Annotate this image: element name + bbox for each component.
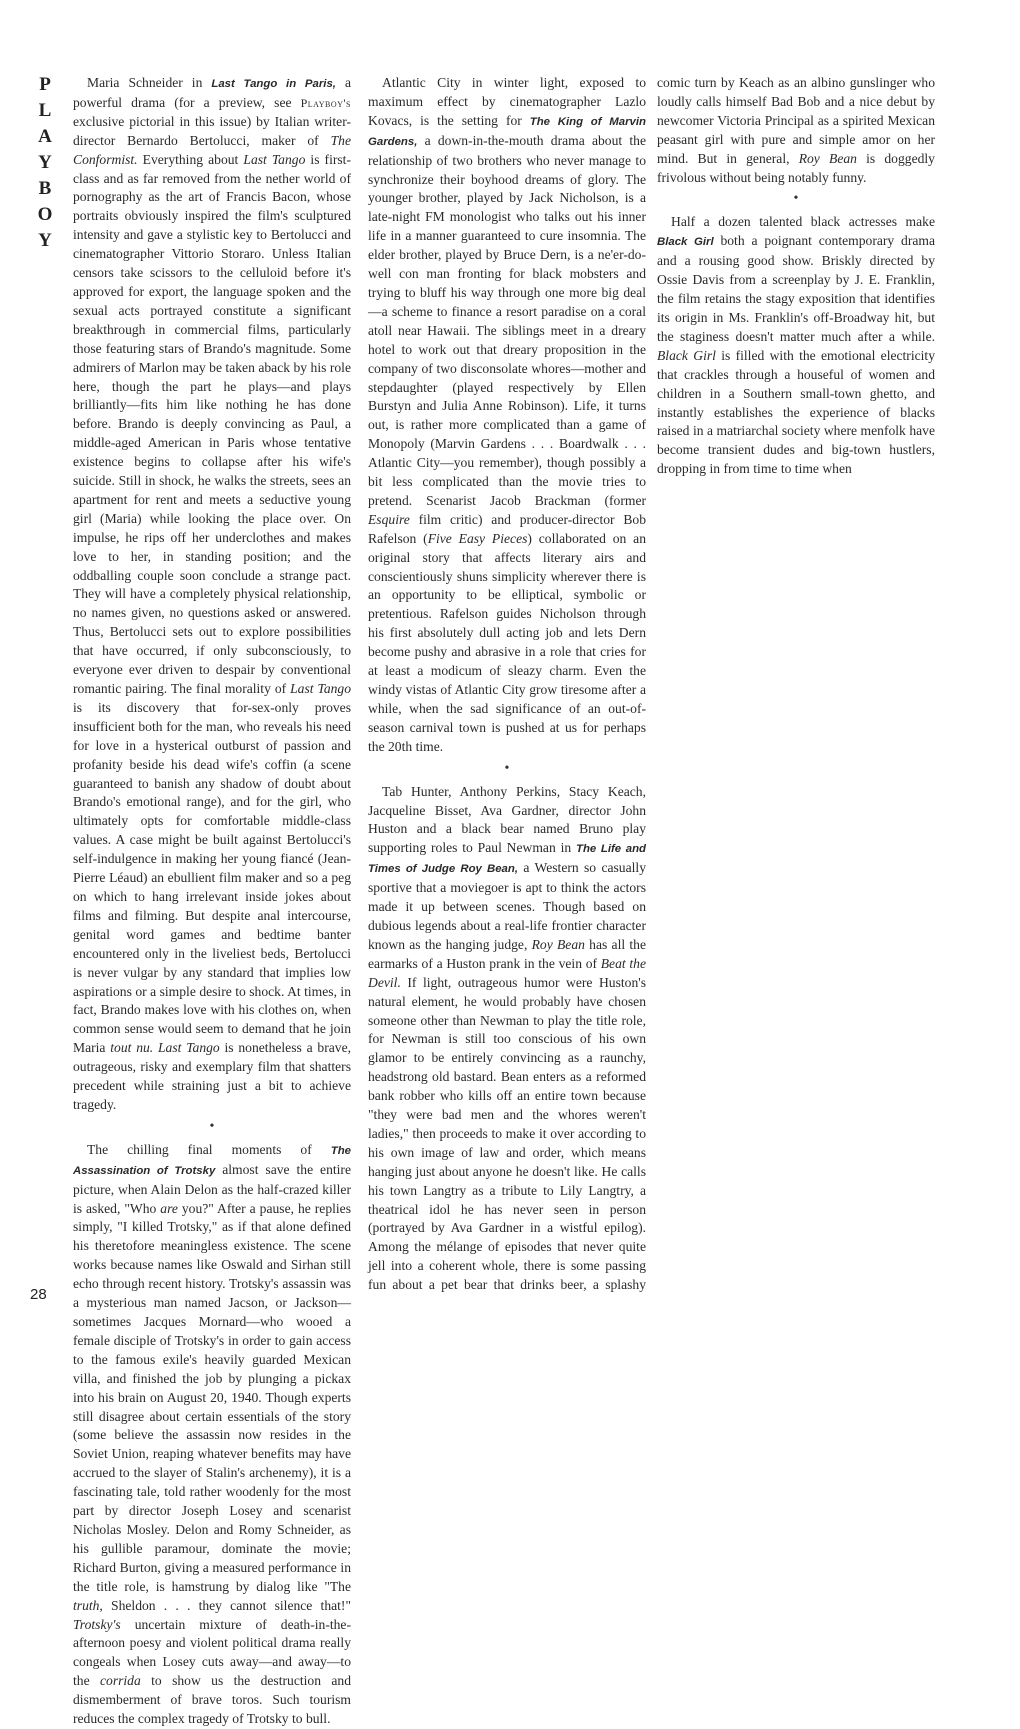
magazine-letter: B <box>38 178 52 199</box>
review-assassination-of-trotsky: The chilling final moments of The Assassination of Trotsky almost save the entire picture, when Alain Delon as the half-crazed killer is asked, "Who are you?" After a pause, he replies simply, "I killed Trotsky," as if that alone defined his theretofore meaningless existence. The scene works because names like Oswald and Sirhan still echo through recent history. Trotsky's assassin was a mysterious man named Jacson, or Jackson—sometimes Jacques Mornard—who wooed a female disciple of Trotsky's in order to gain access to the famous exile's heavily guarded Mexican villa, and finished the job by plunging a pickax into his brain on August 20, 1940. Though experts still disagree about certain essentials of the story (some believe the assassin now resides in the Soviet Union, reaping whatever benefits may have accrued to the slayer of Stalin's archenemy), it is a fascinating tale, told rather woodenly for the most part by director Joseph Losey and scenarist Nicholas Mosley. Delon and Romy Schneider, as his gullible paramour, dominate the movie; Richard Burton, giving a measured performance in the title role, is hamstrung by dialog like "The truth, Sheldon . . . they cannot silence that!" Trotsky's uncertain mixture of death-in-the-afternoon poesy and violent political drama really congeals when Losey cuts away—and away—to the corrida to show us the destruction and dismemberment of brave toros. Such tourism reduces the complex tragedy of Trotsky to bull. <box>73 1141 351 1727</box>
magazine-letter: L <box>38 100 52 121</box>
magazine-letter: Y <box>38 152 52 173</box>
text-column-1 <box>73 74 351 1729</box>
film-title: The Life and Times of Judge Roy Bean, <box>368 843 646 876</box>
magazine-letter: O <box>37 204 53 225</box>
page-number: 28 <box>30 1286 47 1303</box>
text-column-2 <box>368 74 935 1306</box>
review-last-tango: Maria Schneider in Last Tango in Paris, a powerful drama (for a preview, see Playboy's exclusive pictorial in this issue) by Italian writer-director Bernardo Bertolucci, maker of The Conformist. Everything about Last Tango is first-class and as far removed from the nether world of pornography as the art of Francis Bacon, whose portraits obviously inspired the film's sculptured intensity and gave a stylistic key to Bertolucci and cinematographer Vittorio Storaro. Unless Italian censors take scissors to the celluloid before it's approved for export, the language spoken and the sexual acts portrayed constitute a significant breakthrough in commercial films, particularly those featuring stars of Brando's magnitude. Some admirers of Marlon may be taken aback by his role here, though the part he plays—and plays brilliantly—fits him like nothing he has done before. Brando is deeply convincing as Paul, a middle-aged American in Paris whose tentative existence begins to collapse after his wife's suicide. Still in shock, he walks the streets, sees an apartment for rent and meets a seductive young girl (Maria) while looking the place over. On impulse, he rips off her underclothes and makes love to her, in standing position; and the oddballing couple soon conclude a strange pact. They will have a completely physical relationship, no names given, no questions asked or answered. Thus, Bertolucci sets out to explore possibilities that have occurred, if only subconsciously, to everyone ever driven to despair by conventional romantic pairing. The final morality of Last Tango is its discovery that for-sex-only proves insufficient both for the man, who reveals his need for love in a hysterical outburst of passion and profanity beside his dead wife's coffin (a scene guaranteed to banish any shadow of doubt about Brando's emotional range), and for the girl, who ultimately opts for comfortable middle-class values. A case might be built against Bertolucci's self-indulgence in making her young fiancé (Jean-Pierre Léaud) an ebullient film maker and so a peg on which to hang irrelevant inside jokes about films and filming. But despite anal intercourse, genital word games and bedtime banter encountered only in the liveliest beds, Bertolucci is never vulgar by any standard that implies low aspirations or a simple desire to shock. At times, in fact, Brando makes love with his clothes on, when common sense would seem to demand that he join Maria tout nu. Last Tango is nonetheless a brave, outrageous, risky and exemplary film that shatters precedent while straining just a bit to achieve tragedy. <box>73 75 352 1112</box>
film-title: The King of Marvin Gardens, <box>368 115 646 148</box>
review-judge-roy-bean: Tab Hunter, Anthony Perkins, Stacy Keach, Jacqueline Bisset, Ava Gardner, director John Huston and a black bear named Bruno play supporting roles to Paul Newman in The Life and Times of Judge Roy Bean, a Western so casually sportive that a moviegoer is apt to think the actors made it up between scenes. Though based on dubious legends about a real-life frontier character known as the hanging judge, Roy Bean has all the earmarks of a Huston prank in the vein of Beat the Devil. If light, outrageous humor were Huston's natural element, he would probably have chosen someone other than Newman to play the title role, for Newman is still too conscious of his own glamor to be entirely convincing as a raunchy, headstrong old bastard. Bean enters as a reformed bank robber who kills off an entire town because "they were bad men and the whores weren't ladies," then proceeds to make it over according to his own image of law and order, which means hanging just about anyone he doesn't like. He calls his town Langtry as a tribute to Lily Langtry, a theatrical idol he has never seen in person (portrayed by Ava Gardner in a wistful epilog). Among the mélange of episodes that never quite jell into a coherent whole, there is some passing fun about a pet bear that drinks beer, a splashy comic turn by Keach as an albino gunslinger who loudly calls himself Bad Bob and a nice debut by newcomer Victoria Principal as a spirited Mexican peasant girl with pure and simple amor on her mind. But in general, Roy Bean is doggedly frivolous without being notably funny. <box>368 75 935 1293</box>
magazine-letter: A <box>38 126 52 147</box>
section-separator: • <box>793 191 799 207</box>
review-black-girl: Half a dozen talented black actresses make Black Girl both a poignant contemporary drama and a rousing good show. Briskly directed by Ossie Davis from a screenplay by J. E. Franklin, the film retains the stagy exposition that identifies its origin in Ms. Franklin's off-Broadway hit, but the staginess doesn't matter much after a while. Black Girl is filled with the emotional electricity that crackles through a houseful of women and children in a Southern small-town ghetto, and instantly establishes the experience of blacks raised in a matriarchal society where menfolk have become transient dudes and big-town hustlers, dropping in from time to time when <box>657 214 936 477</box>
section-separator: • <box>504 760 510 776</box>
review-king-of-marvin-gardens: Atlantic City in winter light, exposed to maximum effect by cinematographer Lazlo Kovacs, is the setting for The King of Marvin Gardens, a down-in-the-mouth drama about the relationship of two brothers who never manage to synchronize their boyhood dreams of glory. The younger brother, played by Jack Nicholson, is a late-night FM monologist who talks out his inner life in a manner guaranteed to cure insomnia. The elder brother, played by Bruce Dern, is a ne'er-do-well con man fronting for black mobsters and trying to bluff his way through one more big deal—a scheme to finance a resort paradise on a coral atoll near Hawaii. The siblings meet in a dreary hotel to work out that dreary proposition in the company of two disconsolate whores—mother and stepdaughter (played respectively by Ellen Burstyn and Julia Anne Robinson). Life, it turns out, is rather more complicated than a game of Monopoly (Marvin Gardens . . . Boardwalk . . . Atlantic City—you remember), though possibly a bit less complicated than the movie tries to pretend. Scenarist Jacob Brackman (former Esquire film critic) and producer-director Bob Rafelson (Five Easy Pieces) collaborated on an original story that affects literary airs and conscientiously shuns simplicity wherever there is an opportunity to be elliptical, symbolic or pretentious. Rafelson guides Nicholson through his first absolutely dull acting job and lets Dern become pushy and abrasive in a role that cries for at least a modicum of sleazy charm. Even the windy vistas of Atlantic City grow tiresome after a while, when the sad significance of an out-of-season carnival town is pushed at us for perhaps the 20th time. <box>368 75 647 754</box>
film-title: Black Girl <box>657 236 714 249</box>
magazine-name-vertical <box>34 72 56 254</box>
section-separator: • <box>209 1118 215 1134</box>
magazine-letter: P <box>39 74 51 95</box>
film-title: Last Tango in Paris, <box>211 78 336 90</box>
magazine-letter: Y <box>38 230 52 251</box>
film-title: The Assassination of Trotsky <box>73 1144 351 1177</box>
magazine-brand: Playboy's <box>300 95 351 110</box>
